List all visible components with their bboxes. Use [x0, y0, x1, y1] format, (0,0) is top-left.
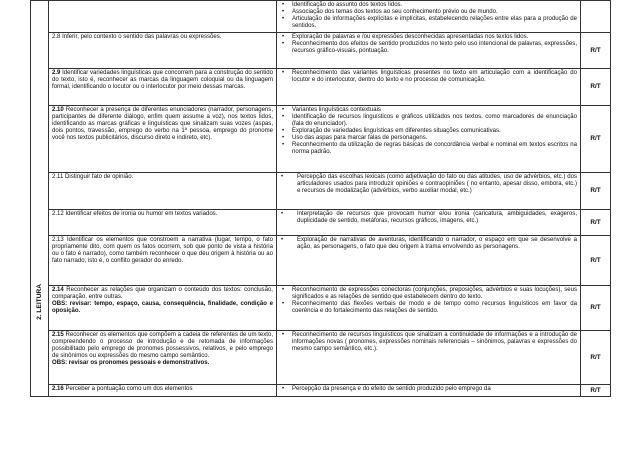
mark-cell [581, 286, 611, 331]
mark-label: R/T [590, 83, 601, 91]
mark-cell [581, 385, 611, 397]
mark-cell [581, 331, 611, 385]
content-bullet: • Reconhecimento das flexões verbais de modo e de tempo como recursos linguísticos em favor da coerência e do fortalecimento das relações de sentido. [280, 301, 577, 315]
skill-number: 2.12 [52, 211, 64, 217]
skill-cell [49, 1, 277, 33]
skill-text: Perceber a pontuação como um dos elementos [65, 386, 193, 392]
content-bullet: • Reconhecimento das variantes linguísticas presentes no texto em articulação com a identificação do locutor e do interlocutor, dentro do texto e no processo de comunicação. [280, 70, 577, 84]
content-bullet: • Percepção da presença e do efeito de sentido produzido pelo emprego da [280, 386, 577, 393]
content-bullet: • Percepção das escolhas lexicais (como adjetivação do fato ou das atitudes, uso de advérbios, etc.) dos articuladores usados para introduzir opiniões e contraopiniões ( no entanto, apesar disso, embora, etc.) e recursos de modalização (advérbios, verbo auxiliar modal, etc.) [280, 174, 577, 195]
mark-label: R/T [590, 46, 601, 54]
content-cell [277, 69, 581, 106]
curriculum-table-page [30, 0, 610, 452]
mark-cell [581, 106, 611, 173]
skill-cell [49, 33, 277, 69]
table-row [31, 210, 611, 236]
skill-number: 2.9 [52, 70, 61, 76]
content-bullet: • Exploração de narrativas de aventuras, identificando o narrador, o espaço em que se desenvolve a ação, as personagens, o fato que deu origem à trama envolvendo as personagens. [280, 237, 577, 251]
curriculum-table [30, 0, 611, 397]
skill-number: 2.14 [52, 287, 64, 293]
mark-cell [581, 1, 611, 33]
table-row [31, 286, 611, 331]
skill-cell [49, 331, 277, 385]
content-bullet: • Uso das aspas para marcar falas de personagens. [280, 135, 577, 142]
content-cell [277, 210, 581, 236]
section-label: 2. LEITURA [35, 284, 43, 320]
table-row [31, 385, 611, 397]
table-row [31, 331, 611, 385]
skill-cell [49, 210, 277, 236]
mark-cell [581, 173, 611, 210]
skill-cell [49, 69, 277, 106]
content-cell [277, 286, 581, 331]
skill-cell [49, 106, 277, 173]
content-bullet: • Identificação do assunto dos textos lidos. [280, 2, 577, 9]
table-row [31, 69, 611, 106]
skill-cell [49, 173, 277, 210]
content-bullet: • Associação dos temas dos textos ao seu conhecimento prévio ou de mundo. [280, 9, 577, 16]
mark-cell [581, 69, 611, 106]
skill-cell [49, 236, 277, 286]
skill-text: Identificar efeitos de ironia ou humor em textos variados. [65, 211, 218, 217]
content-cell [277, 236, 581, 286]
mark-cell [581, 33, 611, 69]
mark-label: R/T [590, 256, 601, 264]
content-cell [277, 173, 581, 210]
skill-text: Reconhecer os elementos que compõem a cadeia de referentes de um texto, compreendendo o processo de introdução e de retomada de informações possibilitado pelo emprego de pronomes possessivos, relativos, e pelo emprego de sinônimos ou expressões do mesmo campo semântico. [52, 332, 274, 360]
table-row [31, 33, 611, 69]
mark-label: R/T [590, 187, 601, 195]
mark-label: R/T [590, 218, 601, 226]
content-bullet: • Variantes linguísticas contextuais [280, 107, 577, 114]
skill-number: 2.16 [52, 386, 64, 392]
skill-text: Distinguir fato de opinião. [65, 174, 134, 180]
skill-text: Reconhecer a presença de diferentes enunciadores (narrador, personagens, participantes de diferente diálogo, enfim quem assume a voz), nos textos lidos, identificando as marcas gráficas e linguísticas que sinalizam suas vozes (aspas, dois pontos, travessão, emprego do verbo na 1ª pessoa, emprego do pronome você nos textos publicitários, discurso direto e indireto, etc). [52, 107, 273, 142]
skill-text: Reconhecer as relações que organizam o conteúdo dos textos: conclusão, comparação, entre outras. [52, 287, 273, 301]
skill-number: 2.10 [52, 107, 64, 113]
skill-cell [49, 286, 277, 331]
table-row [31, 236, 611, 286]
table-row [31, 1, 611, 33]
mark-label: R/T [590, 353, 601, 361]
mark-label: R/T [590, 135, 601, 143]
content-bullet: • Reconhecimento dos efeitos de sentido produzidos no texto pelo uso intencional de palavras, expressões, recursos gráfico-visuais, pontuação. [280, 41, 577, 55]
skill-cell [49, 385, 277, 397]
skill-number: 2.13 [52, 237, 64, 243]
table-row [31, 106, 611, 173]
content-bullet: • Reconhecimento de recursos linguísticos que sinalizam a continuidade de informações e a introdução de informações novas ( pronomes, expressões nominais referenciais – sinônimos, palavras e expressões do mesmo campo semântico, etc.). [280, 332, 577, 353]
content-bullet: • Articulação de informações explícitas e implícitas, estabelecendo relações entre elas para a produção de sentidos. [280, 16, 577, 30]
mark-label: R/T [590, 304, 601, 312]
content-cell [277, 385, 581, 397]
mark-cell [581, 210, 611, 236]
mark-label: R/T [590, 386, 601, 394]
skill-text: 2.8 Inferir, pelo contexto o sentido das palavras ou expressões. [52, 34, 222, 40]
skill-text: Identificar variedades linguísticas que concorrem para a construção do sentido do texto, isto é, reconhecer as marcas da linguagem coloquial ou da linguagem formal, identificando o locutor ou o interlocutor por meio dessas marcas. [52, 70, 273, 91]
content-cell [277, 1, 581, 33]
mark-cell [581, 236, 611, 286]
content-bullet: • Exploração de palavras e /ou expressões desconhecidas apresentadas nos textos lidos. [280, 34, 577, 41]
skill-obs: OBS: revisar os pronomes pessoais e demonstrativos. [52, 360, 210, 367]
content-bullet: • Interpretação de recursos que provocam humor e/ou ironia (caricatura, ambiguidades, exageros, duplicidade de sentido, metáforas, recursos gráficos, imagens, etc.) [280, 211, 577, 225]
section-label-cell [31, 1, 49, 397]
content-bullet: • Reconhecimento da utilização de regras básicas de concordância verbal e nominal em textos escritos na norma padrão. [280, 142, 577, 156]
content-bullet: • Identificação de recursos linguísticos e gráficos utilizados nos textos, como marcadores de enunciação (fala do enunciador). [280, 114, 577, 128]
content-bullet: • Exploração de variedades linguísticas em diferentes situações comunicativas. [280, 128, 577, 135]
skill-text: Identificar os elementos que constroem a narrativa (lugar, tempo, o fato propriamente dito, com quem os fatos ocorrem, sob que ponto de vista a história ou o fato é narrado), como também reconhecer o que deu origem à história ou ao fato narrado, isto é, o conflito gerador do enredo. [52, 237, 273, 265]
skill-number: 2.15 [52, 332, 64, 338]
content-bullet: • Reconhecimento de expressões conectoras (conjunções, preposições, advérbios e suas locuções), seus significados e as relações de sentido que estabelecem dentro do texto. [280, 287, 577, 301]
content-cell [277, 106, 581, 173]
skill-obs: OBS: revisar: tempo, espaço, causa, consequência, finalidade, condição e oposição. [52, 301, 273, 315]
content-cell [277, 33, 581, 69]
content-cell [277, 331, 581, 385]
table-row [31, 173, 611, 210]
skill-number: 2.11 [52, 174, 64, 180]
